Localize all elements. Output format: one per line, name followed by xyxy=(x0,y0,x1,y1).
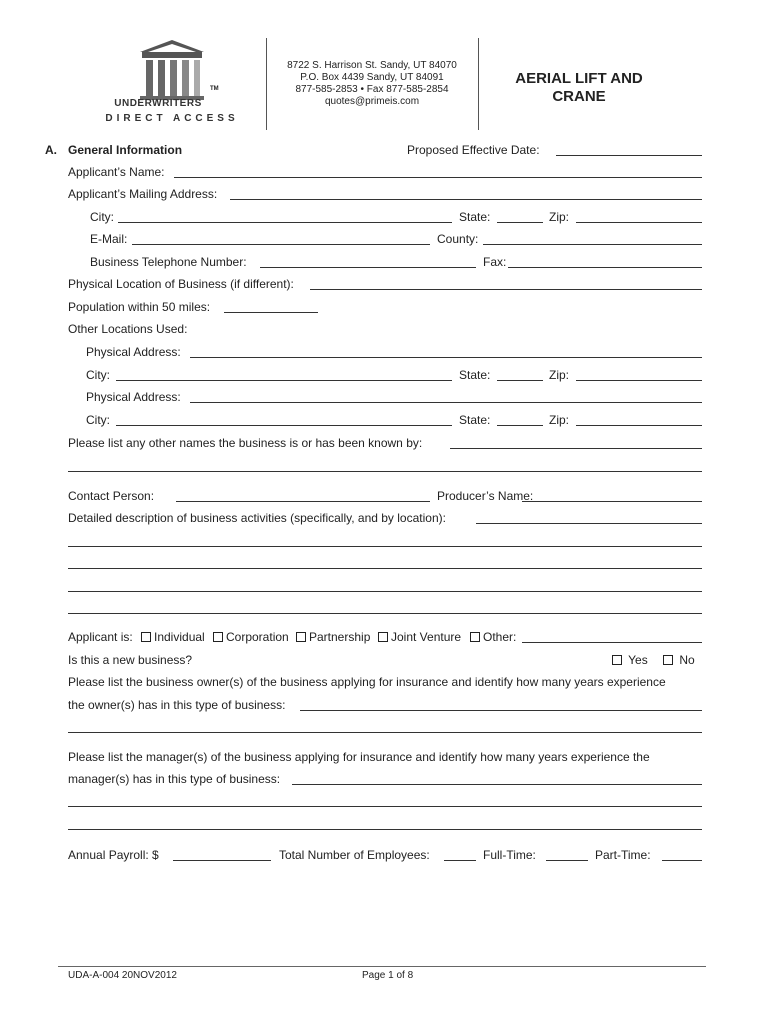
proposed-effective-date-field[interactable] xyxy=(556,155,702,156)
mailing-city-row xyxy=(0,209,770,225)
mailing-address-row xyxy=(0,186,770,202)
other-entity-field[interactable] xyxy=(522,642,702,643)
form-title xyxy=(484,70,674,106)
address-street: 8722 S. Harrison St. Sandy, UT 84070 xyxy=(287,60,457,71)
total-employees-field[interactable] xyxy=(444,860,476,861)
checkbox-yes[interactable] xyxy=(612,655,622,665)
form-id: UDA-A-004 20NOV2012 xyxy=(68,970,177,981)
option-corporation-label: Corporation xyxy=(226,630,289,644)
section-heading-row xyxy=(0,142,770,158)
mailing-zip-field[interactable] xyxy=(576,222,702,223)
option-partnership-label: Partnership xyxy=(309,630,371,644)
business-phone-row xyxy=(0,254,770,270)
location-1-zip-field[interactable] xyxy=(576,380,702,381)
mailing-city-field[interactable] xyxy=(118,222,452,223)
description-line-5[interactable] xyxy=(68,613,702,614)
applicant-name-row xyxy=(0,164,770,180)
location-2-zip-field[interactable] xyxy=(576,425,702,426)
location-1-state-label: State: xyxy=(459,368,491,382)
owners-row-1 xyxy=(0,674,770,690)
physical-address-2-field[interactable] xyxy=(190,402,702,403)
fax-label: Fax: xyxy=(483,255,507,269)
page-number: Page 1 of 8 xyxy=(362,970,414,981)
checkbox-corporation[interactable] xyxy=(213,632,223,642)
description-line-2[interactable] xyxy=(68,546,702,547)
owners-label-2: the owner(s) has in this type of business: xyxy=(68,698,286,712)
title-line-1: AERIAL LIFT AND xyxy=(515,70,643,87)
location-1-city-label: City: xyxy=(86,368,110,382)
option-yes[interactable] xyxy=(612,652,648,668)
location-1-zip-label: Zip: xyxy=(549,368,570,382)
option-individual[interactable] xyxy=(141,629,205,645)
email-row xyxy=(0,231,770,247)
description-row xyxy=(0,510,770,526)
header-divider-left xyxy=(266,38,267,130)
address-po-box: P.O. Box 4439 Sandy, UT 84091 xyxy=(300,72,444,83)
physical-location-label: Physical Location of Business (if different): xyxy=(68,277,294,291)
managers-row-2 xyxy=(0,771,770,787)
checkbox-joint-venture[interactable] xyxy=(378,632,388,642)
physical-address-2-label: Physical Address: xyxy=(86,390,181,404)
option-yes-label: Yes xyxy=(628,653,648,667)
location-1-city-row xyxy=(0,367,770,383)
mailing-state-label: State: xyxy=(459,210,491,224)
option-no-label: No xyxy=(679,653,695,667)
county-field[interactable] xyxy=(483,244,702,245)
location-2-zip-label: Zip: xyxy=(549,413,570,427)
description-line-3[interactable] xyxy=(68,568,702,569)
full-time-field[interactable] xyxy=(546,860,588,861)
physical-address-2-row xyxy=(0,389,770,405)
location-2-state-label: State: xyxy=(459,413,491,427)
contact-person-field[interactable] xyxy=(176,501,430,502)
managers-label-1: Please list the manager(s) of the business applying for insurance and identify how many years experience the xyxy=(68,750,650,764)
mailing-zip-label: Zip: xyxy=(549,210,570,224)
county-label: County: xyxy=(437,232,479,246)
description-line-4[interactable] xyxy=(68,591,702,592)
description-label: Detailed description of business activities (specifically, and by location): xyxy=(68,511,446,525)
applicant-name-label: Applicant’s Name: xyxy=(68,165,165,179)
other-names-field[interactable] xyxy=(450,448,702,449)
business-phone-field[interactable] xyxy=(260,267,476,268)
new-business-label: Is this a new business? xyxy=(68,653,193,667)
mailing-city-label: City: xyxy=(90,210,114,224)
location-2-city-row xyxy=(0,412,770,428)
mailing-address-label: Applicant’s Mailing Address: xyxy=(68,187,218,201)
managers-row-1 xyxy=(0,749,770,765)
location-1-state-field[interactable] xyxy=(497,380,543,381)
managers-continuation-line-1[interactable] xyxy=(68,806,702,807)
producer-name-field[interactable] xyxy=(522,501,702,502)
part-time-label: Part-Time: xyxy=(595,848,651,862)
contact-row xyxy=(0,488,770,504)
section-letter: A. xyxy=(45,143,57,157)
option-corporation[interactable] xyxy=(213,629,289,645)
company-address xyxy=(272,60,472,108)
payroll-row xyxy=(0,847,770,863)
location-1-city-field[interactable] xyxy=(116,380,452,381)
logo xyxy=(92,38,252,130)
mailing-address-field[interactable] xyxy=(230,199,702,200)
proposed-effective-date-label: Proposed Effective Date: xyxy=(407,143,540,157)
business-phone-label: Business Telephone Number: xyxy=(90,255,247,269)
option-partnership[interactable] xyxy=(296,629,370,645)
header-divider-right xyxy=(478,38,479,130)
physical-location-field[interactable] xyxy=(310,289,702,290)
logo-tm: TM xyxy=(210,86,219,92)
address-phone-fax: 877-585-2853 • Fax 877-585-2854 xyxy=(295,84,449,95)
email-label: E-Mail: xyxy=(90,232,128,246)
population-label: Population within 50 miles: xyxy=(68,300,211,314)
checkbox-partnership[interactable] xyxy=(296,632,306,642)
location-2-city-field[interactable] xyxy=(116,425,452,426)
footer-rule xyxy=(58,966,706,967)
physical-address-1-field[interactable] xyxy=(190,357,702,358)
option-other[interactable] xyxy=(470,629,516,645)
email-field[interactable] xyxy=(132,244,430,245)
physical-address-1-label: Physical Address: xyxy=(86,345,181,359)
option-no[interactable] xyxy=(663,652,695,668)
managers-label-2: manager(s) has in this type of business: xyxy=(68,772,281,786)
logo-line-2: DIRECT ACCESS xyxy=(105,113,239,124)
physical-address-1-row xyxy=(0,344,770,360)
checkbox-no[interactable] xyxy=(663,655,673,665)
other-names-label: Please list any other names the business is or has been known by: xyxy=(68,436,423,450)
option-joint-venture-label: Joint Venture xyxy=(391,630,462,644)
option-other-label: Other: xyxy=(483,630,517,644)
full-time-label: Full-Time: xyxy=(483,848,536,862)
population-row xyxy=(0,299,770,315)
population-field[interactable] xyxy=(224,312,318,313)
description-field[interactable] xyxy=(476,523,702,524)
address-email: quotes@primeis.com xyxy=(324,96,420,107)
applicant-type-label: Applicant is: xyxy=(68,630,133,644)
managers-field[interactable] xyxy=(292,784,702,785)
producer-name-label: Producer’s Name: xyxy=(437,489,534,503)
physical-location-row xyxy=(0,276,770,292)
owners-row-2 xyxy=(0,697,770,713)
annual-payroll-label: Annual Payroll: $ xyxy=(68,848,159,862)
owners-field[interactable] xyxy=(300,710,702,711)
applicant-name-field[interactable] xyxy=(174,177,702,178)
owners-continuation-line[interactable] xyxy=(68,732,702,733)
checkbox-individual[interactable] xyxy=(141,632,151,642)
annual-payroll-field[interactable] xyxy=(173,860,271,861)
mailing-state-field[interactable] xyxy=(497,222,543,223)
section-heading: General Information xyxy=(68,143,183,157)
location-2-state-field[interactable] xyxy=(497,425,543,426)
logo-line-1: UNDERWRITERS xyxy=(114,98,202,109)
owners-label-1: Please list the business owner(s) of the business applying for insurance and identify how many years experience xyxy=(68,675,666,689)
other-locations-label: Other Locations Used: xyxy=(68,322,188,336)
new-business-row xyxy=(0,652,770,668)
option-individual-label: Individual xyxy=(154,630,205,644)
other-locations-row xyxy=(0,321,770,337)
part-time-field[interactable] xyxy=(662,860,702,861)
location-2-city-label: City: xyxy=(86,413,110,427)
checkbox-other[interactable] xyxy=(470,632,480,642)
applicant-type-row xyxy=(0,629,770,645)
other-names-continuation-line[interactable] xyxy=(68,471,702,472)
title-line-2: CRANE xyxy=(552,88,606,105)
option-joint-venture[interactable] xyxy=(378,629,461,645)
total-employees-label: Total Number of Employees: xyxy=(279,848,430,862)
contact-person-label: Contact Person: xyxy=(68,489,155,503)
other-names-row xyxy=(0,435,770,451)
fax-field[interactable] xyxy=(508,267,702,268)
managers-continuation-line-2[interactable] xyxy=(68,829,702,830)
